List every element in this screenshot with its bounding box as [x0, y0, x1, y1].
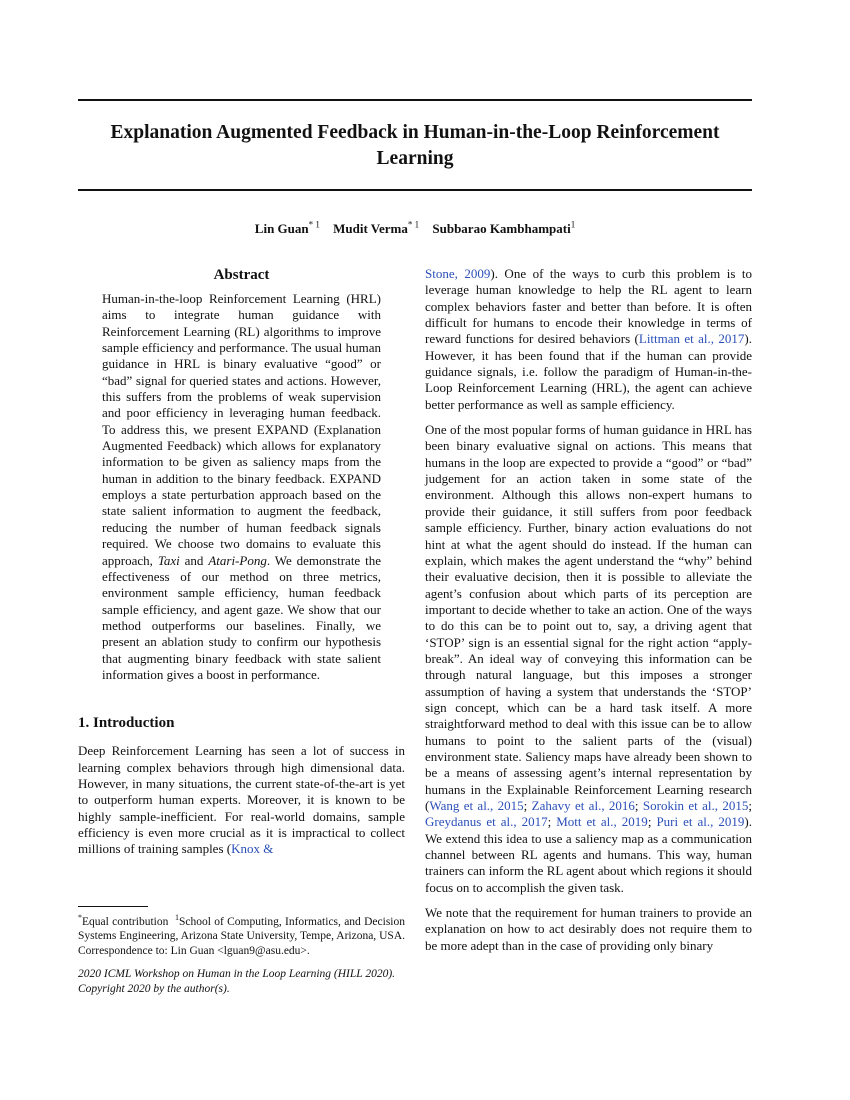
footnote-rule: [78, 906, 148, 907]
intro-paragraph-1: Deep Reinforcement Learning has seen a lot of success in learning complex behaviors through high dimensional data. However, in many situations, the current state-of-the-art is yet to outperform human experts. Moreover, it is known to be highly sample-inefficient. For real-world domains, sample efficiency is even more crucial as it is impractical to collect millions of training samples (Knox &: [78, 743, 405, 857]
citation-link[interactable]: Wang et al., 2015: [429, 798, 524, 813]
title-bottom-rule: [78, 189, 752, 191]
author-list: [78, 220, 752, 237]
citation-link[interactable]: Knox &: [231, 841, 274, 857]
workshop-note: 2020 ICML Workshop on Human in the Loop Learning (HILL 2020). Copyright 2020 by the author(s).: [78, 968, 396, 995]
right-column: [425, 266, 752, 963]
abstract-body: Human-in-the-loop Reinforcement Learning (HRL) aims to integrate human guidance with Reinforcement Learning (RL) algorithms to improve sample efficiency and performance. The usual human guidance in HRL is binary evaluative “good” or “bad” signal for queried states and actions. However, this suffers from the problems of weak supervision and poor efficiency in leveraging human feedback. To address this, we present EXPAND (Explanation Augmented Feedback) which allows for explanatory information to be given as saliency maps from the human in addition to the binary feedback. EXPAND employs a state perturbation approach based on the state salient information to augment the feedback, reducing the number of human feedback signals required. We choose two domains to evaluate this approach, Taxi and Atari-Pong. We demonstrate the effectiveness of our method on three metrics, environment sample efficiency, human feedback sample efficiency, and agent gaze. We show that our method outperforms our baselines. Finally, we present an ablation study to confirm our hypothesis that augmenting binary feedback with state salient information gives a boost in performance.: [102, 291, 381, 682]
footnote: *Equal contribution $^1$School of Computing, Informatics, and Decision Systems Engineering, Arizona State University, Tempe, Arizona, USA. Correspondence to: Lin Guan <lguan9@asu.edu>.: [78, 913, 405, 957]
left-column: [78, 265, 405, 858]
citation-link[interactable]: Zahavy et al., 2016: [531, 798, 635, 813]
intro-paragraph-2: One of the most popular forms of human guidance in HRL has been binary evaluative signal on actions. This means that humans in the loop are expected to provide a “good” or “bad” judgement for an action taken in some state of the environment. Although this allows non-expert humans to provide their guidance, it still suffers from poor feedback sample efficiency. Further, binary action evaluations do not hint at what the agent should do instead. If the human can explain, which makes the agent understand the “why” behind their evaluative decision, then it is possible to alleviate the agent’s confusion about which parts of its perception are important to decide whether to take an action. One of the ways to do this can be to point out to, say, a driving agent that ‘STOP’ sign is an essential signal for the right action “apply-break”. An ideal way of conveying this information can be through natural language, but this imposes a stronger assumption of having a system that understands the ‘STOP’ sign concept, which can be a hard task itself. A more straightforward method to deal with this issue can be to allow humans to point to the salient parts of the (visual) environment state. Saliency maps have already been shown to be a means of assessing agent’s internal representation by humans in the Explainable Reinforcement Learning research (Wang et al., 2015; Zahavy et al., 2016; Sorokin et al., 2015; Greydanus et al., 2017; Mott et al., 2019; Puri et al., 2019). We extend this idea to use a saliency map as a communication channel between RL agents and humans. This way, human trainers can inform the RL agent about which regions it should focus on to accomplish the given task.: [425, 422, 752, 895]
paper-title: Explanation Augmented Feedback in Human-in-the-Loop Reinforcement Learning: [110, 122, 720, 169]
author-3: Subbarao Kambhampati$^1$: [432, 220, 576, 237]
citation-link[interactable]: Greydanus et al., 2017: [425, 814, 548, 830]
citation-link[interactable]: Sorokin et al., 2015: [642, 798, 749, 813]
intro-paragraph-1-cont: Stone, 2009). One of the ways to curb this problem is to leverage human knowledge to help the RL agent to learn complex behaviors faster and better than before. It is often difficult for humans to encode their knowledge in terms of reward functions for desired behaviors (Littman et al., 2017). However, it has been found that if the human can provide guidance signals, i.e. follow the paradigm of Human-in-the-Loop Reinforcement Learning (HRL), the agent can achieve better performance as well as sample efficiency.: [425, 266, 752, 412]
top-rule: [78, 99, 752, 101]
intro-paragraph-3: We note that the requirement for human trainers to provide an explanation on how to act desirably does not require them to be more adept than in the case of providing only binary: [425, 905, 752, 953]
citation-link[interactable]: Puri et al., 2019: [656, 814, 745, 830]
citation-link[interactable]: Stone, 2009: [425, 266, 491, 281]
introduction-heading: 1. Introduction: [78, 715, 175, 732]
citation-link[interactable]: Mott et al., 2019: [556, 814, 648, 830]
abstract-heading: Abstract: [213, 267, 270, 283]
author-1: Lin Guan$^{* 1}$: [254, 220, 320, 237]
citation-link[interactable]: Littman et al., 2017: [638, 331, 745, 347]
author-2: Mudit Verma$^{* 1}$: [333, 220, 420, 237]
